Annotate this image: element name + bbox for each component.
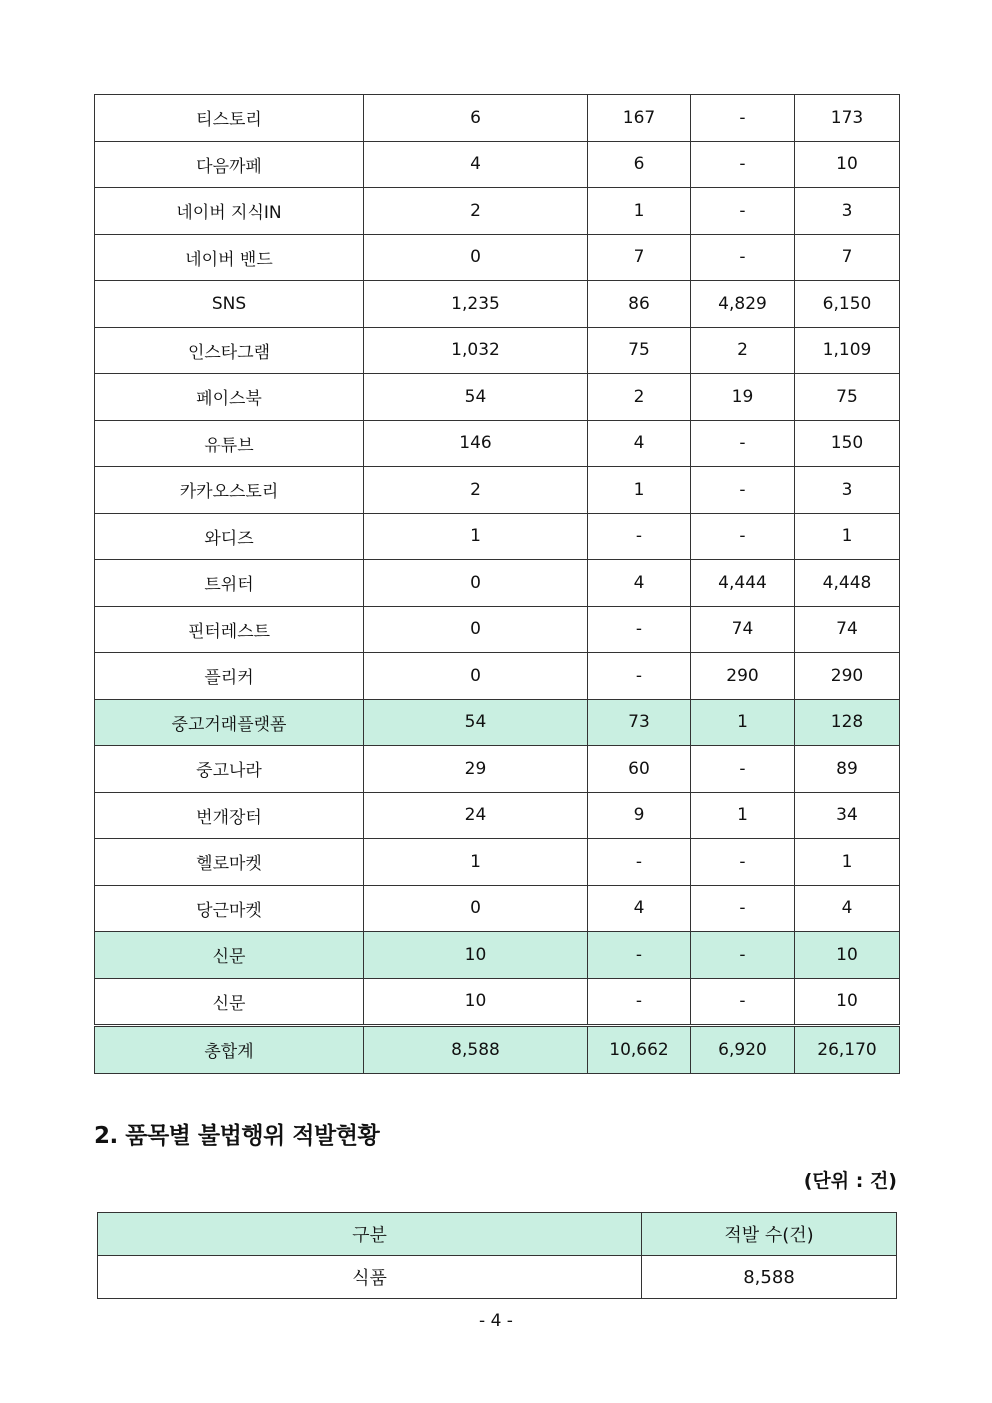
value-cell-2: -: [588, 606, 691, 653]
platform-name-cell: 트위터: [95, 560, 364, 607]
value-cell-1: 1: [364, 513, 588, 560]
platform-name-cell: 중고나라: [95, 746, 364, 793]
platform-name-cell: 신문: [95, 932, 364, 979]
total-cell: 150: [795, 420, 900, 467]
value-cell-1: 6: [364, 95, 588, 142]
value-cell-3: -: [691, 95, 795, 142]
header-category: 구분: [98, 1213, 642, 1256]
table-row: [95, 234, 900, 281]
table-row: [95, 932, 900, 979]
value-cell-3: -: [691, 513, 795, 560]
total-value-cell-1: 8,588: [364, 1026, 588, 1074]
table-row: [95, 978, 900, 1026]
platform-name-cell: 헬로마켓: [95, 839, 364, 886]
total-platform-name-cell: 총합계: [95, 1026, 364, 1074]
platform-name-cell: 당근마켓: [95, 885, 364, 932]
total-cell: 10: [795, 978, 900, 1026]
value-cell-2: 4: [588, 885, 691, 932]
value-cell-1: 29: [364, 746, 588, 793]
value-cell-3: -: [691, 885, 795, 932]
value-cell-2: 4: [588, 560, 691, 607]
table-row: [95, 95, 900, 142]
table-row: [95, 513, 900, 560]
table-row: [95, 188, 900, 235]
value-cell-2: 4: [588, 420, 691, 467]
value-cell-2: 1: [588, 467, 691, 514]
value-cell-2: 167: [588, 95, 691, 142]
platform-name-cell: 번개장터: [95, 792, 364, 839]
value-cell-3: 2: [691, 327, 795, 374]
total-cell: 173: [795, 95, 900, 142]
value-cell-1: 146: [364, 420, 588, 467]
platform-name-cell: 신문: [95, 978, 364, 1026]
table-row: [95, 281, 900, 328]
value-cell-1: 0: [364, 606, 588, 653]
value-cell-3: 1: [691, 792, 795, 839]
value-cell-3: -: [691, 978, 795, 1026]
value-cell-1: 1,235: [364, 281, 588, 328]
platform-name-cell: 와디즈: [95, 513, 364, 560]
total-cell: 34: [795, 792, 900, 839]
value-cell-2: 9: [588, 792, 691, 839]
value-cell-2: 2: [588, 374, 691, 421]
total-cell: 1: [795, 513, 900, 560]
value-cell-2: -: [588, 839, 691, 886]
table-row: [95, 839, 900, 886]
platform-violations-table: [94, 94, 900, 1074]
total-cell: 4: [795, 885, 900, 932]
value-cell-3: 74: [691, 606, 795, 653]
table-row: [95, 560, 900, 607]
total-cell: 7: [795, 234, 900, 281]
value-cell-2: 6: [588, 141, 691, 188]
total-cell: 3: [795, 467, 900, 514]
table-row: [95, 327, 900, 374]
platform-name-cell: 티스토리: [95, 95, 364, 142]
page-number: - 4 -: [479, 1311, 513, 1331]
platform-name-cell: 페이스북: [95, 374, 364, 421]
value-cell-1: 1: [364, 839, 588, 886]
unit-label: (단위 : 건): [803, 1170, 897, 1192]
platform-name-cell: 다음까페: [95, 141, 364, 188]
platform-name-cell: 유튜브: [95, 420, 364, 467]
total-cell: 4,448: [795, 560, 900, 607]
table-header-row: [98, 1213, 897, 1256]
value-cell-1: 1,032: [364, 327, 588, 374]
value-cell-1: 54: [364, 699, 588, 746]
value-cell-2: 73: [588, 699, 691, 746]
platform-name-cell: 중고거래플랫폼: [95, 699, 364, 746]
value-cell-1: 0: [364, 653, 588, 700]
value-cell-2: -: [588, 978, 691, 1026]
value-cell-3: 1: [691, 699, 795, 746]
total-cell: 1: [795, 839, 900, 886]
total-cell: 128: [795, 699, 900, 746]
value-cell-1: 54: [364, 374, 588, 421]
value-cell-3: -: [691, 746, 795, 793]
table-row: [95, 606, 900, 653]
total-cell: 89: [795, 746, 900, 793]
table-row: [95, 885, 900, 932]
header-count: 적발 수(건): [642, 1213, 897, 1256]
value-cell-2: 60: [588, 746, 691, 793]
table-row: [95, 420, 900, 467]
value-cell-3: -: [691, 234, 795, 281]
value-cell-3: 4,444: [691, 560, 795, 607]
value-cell-1: 4: [364, 141, 588, 188]
table-row: [95, 792, 900, 839]
value-cell-1: 0: [364, 560, 588, 607]
row-count: 8,588: [642, 1256, 897, 1299]
platform-table-body: [95, 95, 900, 1074]
row-category: 식품: [98, 1256, 642, 1299]
value-cell-2: 7: [588, 234, 691, 281]
value-cell-3: -: [691, 932, 795, 979]
value-cell-2: 1: [588, 188, 691, 235]
value-cell-2: -: [588, 513, 691, 560]
value-cell-2: 86: [588, 281, 691, 328]
total-cell: 6,150: [795, 281, 900, 328]
platform-name-cell: 카카오스토리: [95, 467, 364, 514]
table-row: [95, 746, 900, 793]
value-cell-1: 2: [364, 188, 588, 235]
value-cell-1: 10: [364, 978, 588, 1026]
value-cell-3: -: [691, 141, 795, 188]
value-cell-2: 75: [588, 327, 691, 374]
total-cell: 3: [795, 188, 900, 235]
total-value-cell-2: 10,662: [588, 1026, 691, 1074]
table-row: [95, 374, 900, 421]
value-cell-3: 290: [691, 653, 795, 700]
table-row: [98, 1256, 897, 1299]
value-cell-1: 10: [364, 932, 588, 979]
value-cell-2: -: [588, 932, 691, 979]
table-row: [95, 467, 900, 514]
value-cell-3: -: [691, 188, 795, 235]
table-row: [95, 141, 900, 188]
platform-name-cell: SNS: [95, 281, 364, 328]
table-row: [95, 699, 900, 746]
value-cell-3: -: [691, 839, 795, 886]
total-value-cell-3: 6,920: [691, 1026, 795, 1074]
total-cell: 75: [795, 374, 900, 421]
total-total-cell: 26,170: [795, 1026, 900, 1074]
total-cell: 290: [795, 653, 900, 700]
value-cell-1: 0: [364, 234, 588, 281]
value-cell-1: 0: [364, 885, 588, 932]
platform-name-cell: 네이버 밴드: [95, 234, 364, 281]
platform-name-cell: 네이버 지식IN: [95, 188, 364, 235]
total-cell: 10: [795, 932, 900, 979]
value-cell-3: 4,829: [691, 281, 795, 328]
total-cell: 74: [795, 606, 900, 653]
platform-name-cell: 플리커: [95, 653, 364, 700]
value-cell-3: -: [691, 420, 795, 467]
value-cell-3: 19: [691, 374, 795, 421]
item-violations-table: [97, 1212, 897, 1299]
value-cell-2: -: [588, 653, 691, 700]
value-cell-3: -: [691, 467, 795, 514]
value-cell-1: 2: [364, 467, 588, 514]
platform-name-cell: 핀터레스트: [95, 606, 364, 653]
value-cell-1: 24: [364, 792, 588, 839]
total-cell: 10: [795, 141, 900, 188]
platform-name-cell: 인스타그램: [95, 327, 364, 374]
section-title: 2. 품목별 불법행위 적발현황: [94, 1123, 380, 1149]
table-row: [95, 653, 900, 700]
total-row: [95, 1026, 900, 1074]
total-cell: 1,109: [795, 327, 900, 374]
